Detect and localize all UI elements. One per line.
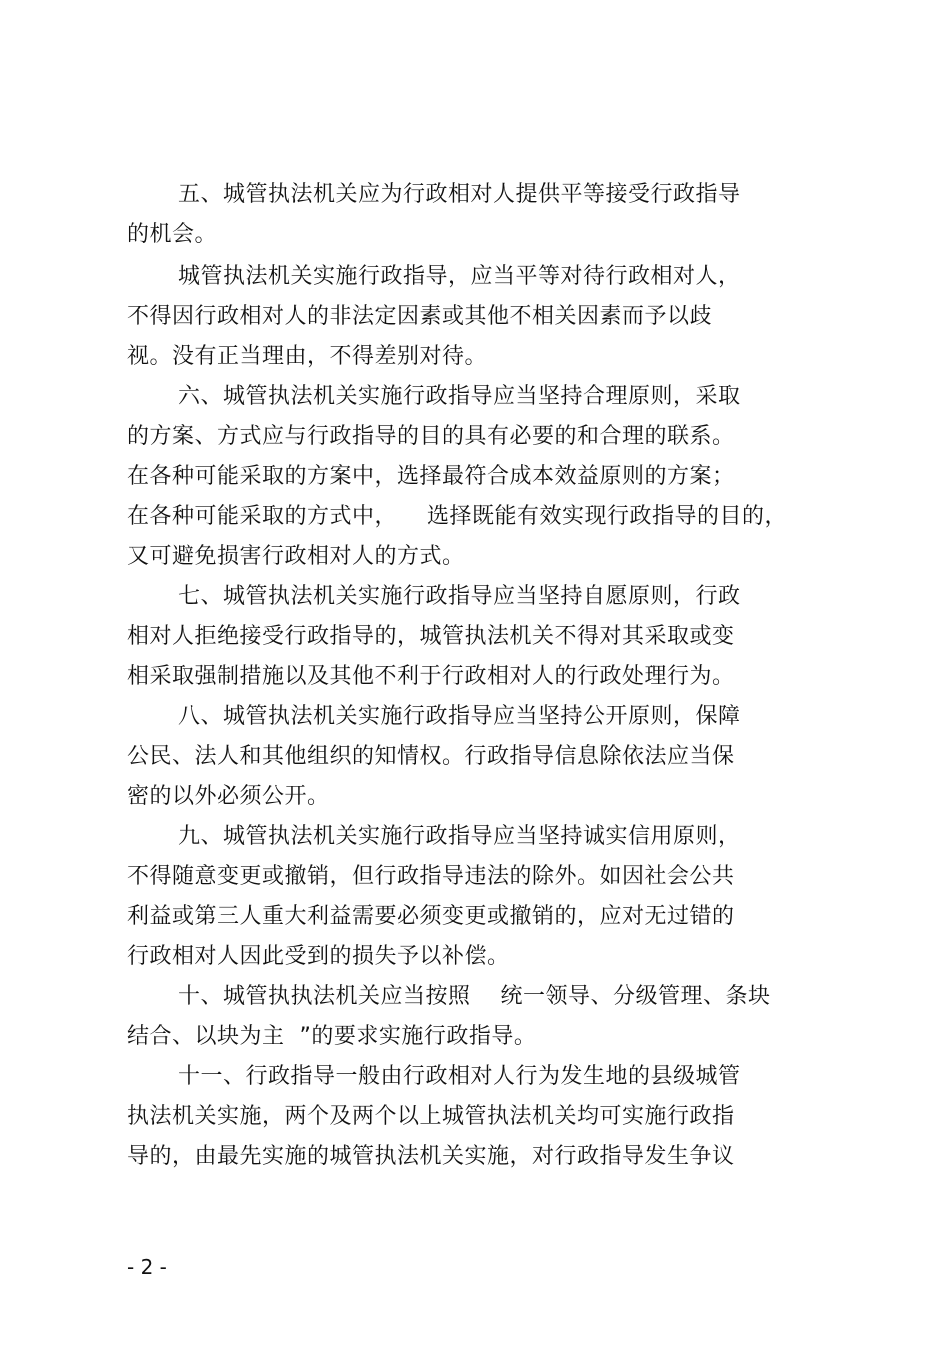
text-line: 公民、法人和其他组织的知情权。行政指导信息除依法应当保 xyxy=(127,744,735,769)
text-line: 密的以外必须公开。 xyxy=(127,784,330,809)
text-line: 在各种可能采取的方案中，选择最符合成本效益原则的方案； xyxy=(127,464,735,489)
text-line: 行政相对人因此受到的损失予以补偿。 xyxy=(127,944,510,969)
text-line: 的机会。 xyxy=(127,222,218,247)
text-line: 不得因行政相对人的非法定因素或其他不相关因素而予以歧 xyxy=(127,304,713,329)
text-line: 结合、以块为主 ”的要求实施行政指导。 xyxy=(127,1024,537,1049)
text-line: 利益或第三人重大利益需要必须变更或撤销的，应对无过错的 xyxy=(127,904,735,929)
text-line: 六、城管执法机关实施行政指导应当坚持合理原则，采取 xyxy=(178,384,741,409)
text-line: 不得随意变更或撤销，但行政指导违法的除外。如因社会公共 xyxy=(127,864,735,889)
text-line: 九、城管执法机关实施行政指导应当坚持诚实信用原则， xyxy=(178,824,741,849)
text-line: 视。没有正当理由，不得差别对待。 xyxy=(127,344,488,369)
text-line: 又可避免损害行政相对人的方式。 xyxy=(127,544,465,569)
text-line: 在各种可能采取的方式中， 选择既能有效实现行政指导的目的， xyxy=(127,504,787,529)
text-line: 八、城管执法机关实施行政指导应当坚持公开原则，保障 xyxy=(178,704,741,729)
text-line: 城管执法机关实施行政指导，应当平等对待行政相对人， xyxy=(178,264,741,289)
text-line: 导的，由最先实施的城管执法机关实施，对行政指导发生争议 xyxy=(127,1144,735,1169)
text-line: 相采取强制措施以及其他不利于行政相对人的行政处理行为。 xyxy=(127,664,735,689)
text-line: 七、城管执法机关实施行政指导应当坚持自愿原则，行政 xyxy=(178,584,741,609)
text-line: 十一、行政指导一般由行政相对人行为发生地的县级城管 xyxy=(178,1064,741,1089)
text-line: 的方案、方式应与行政指导的目的具有必要的和合理的联系。 xyxy=(127,424,735,449)
page-number: - 2 - xyxy=(127,1255,167,1279)
text-line: 五、城管执法机关应为行政相对人提供平等接受行政指导 xyxy=(178,182,741,207)
text-line: 十、城管执执法机关应当按照 统一领导、分级管理、条块 xyxy=(178,984,771,1009)
text-line: 执法机关实施，两个及两个以上城管执法机关均可实施行政指 xyxy=(127,1104,735,1129)
text-line: 相对人拒绝接受行政指导的，城管执法机关不得对其采取或变 xyxy=(127,624,735,649)
